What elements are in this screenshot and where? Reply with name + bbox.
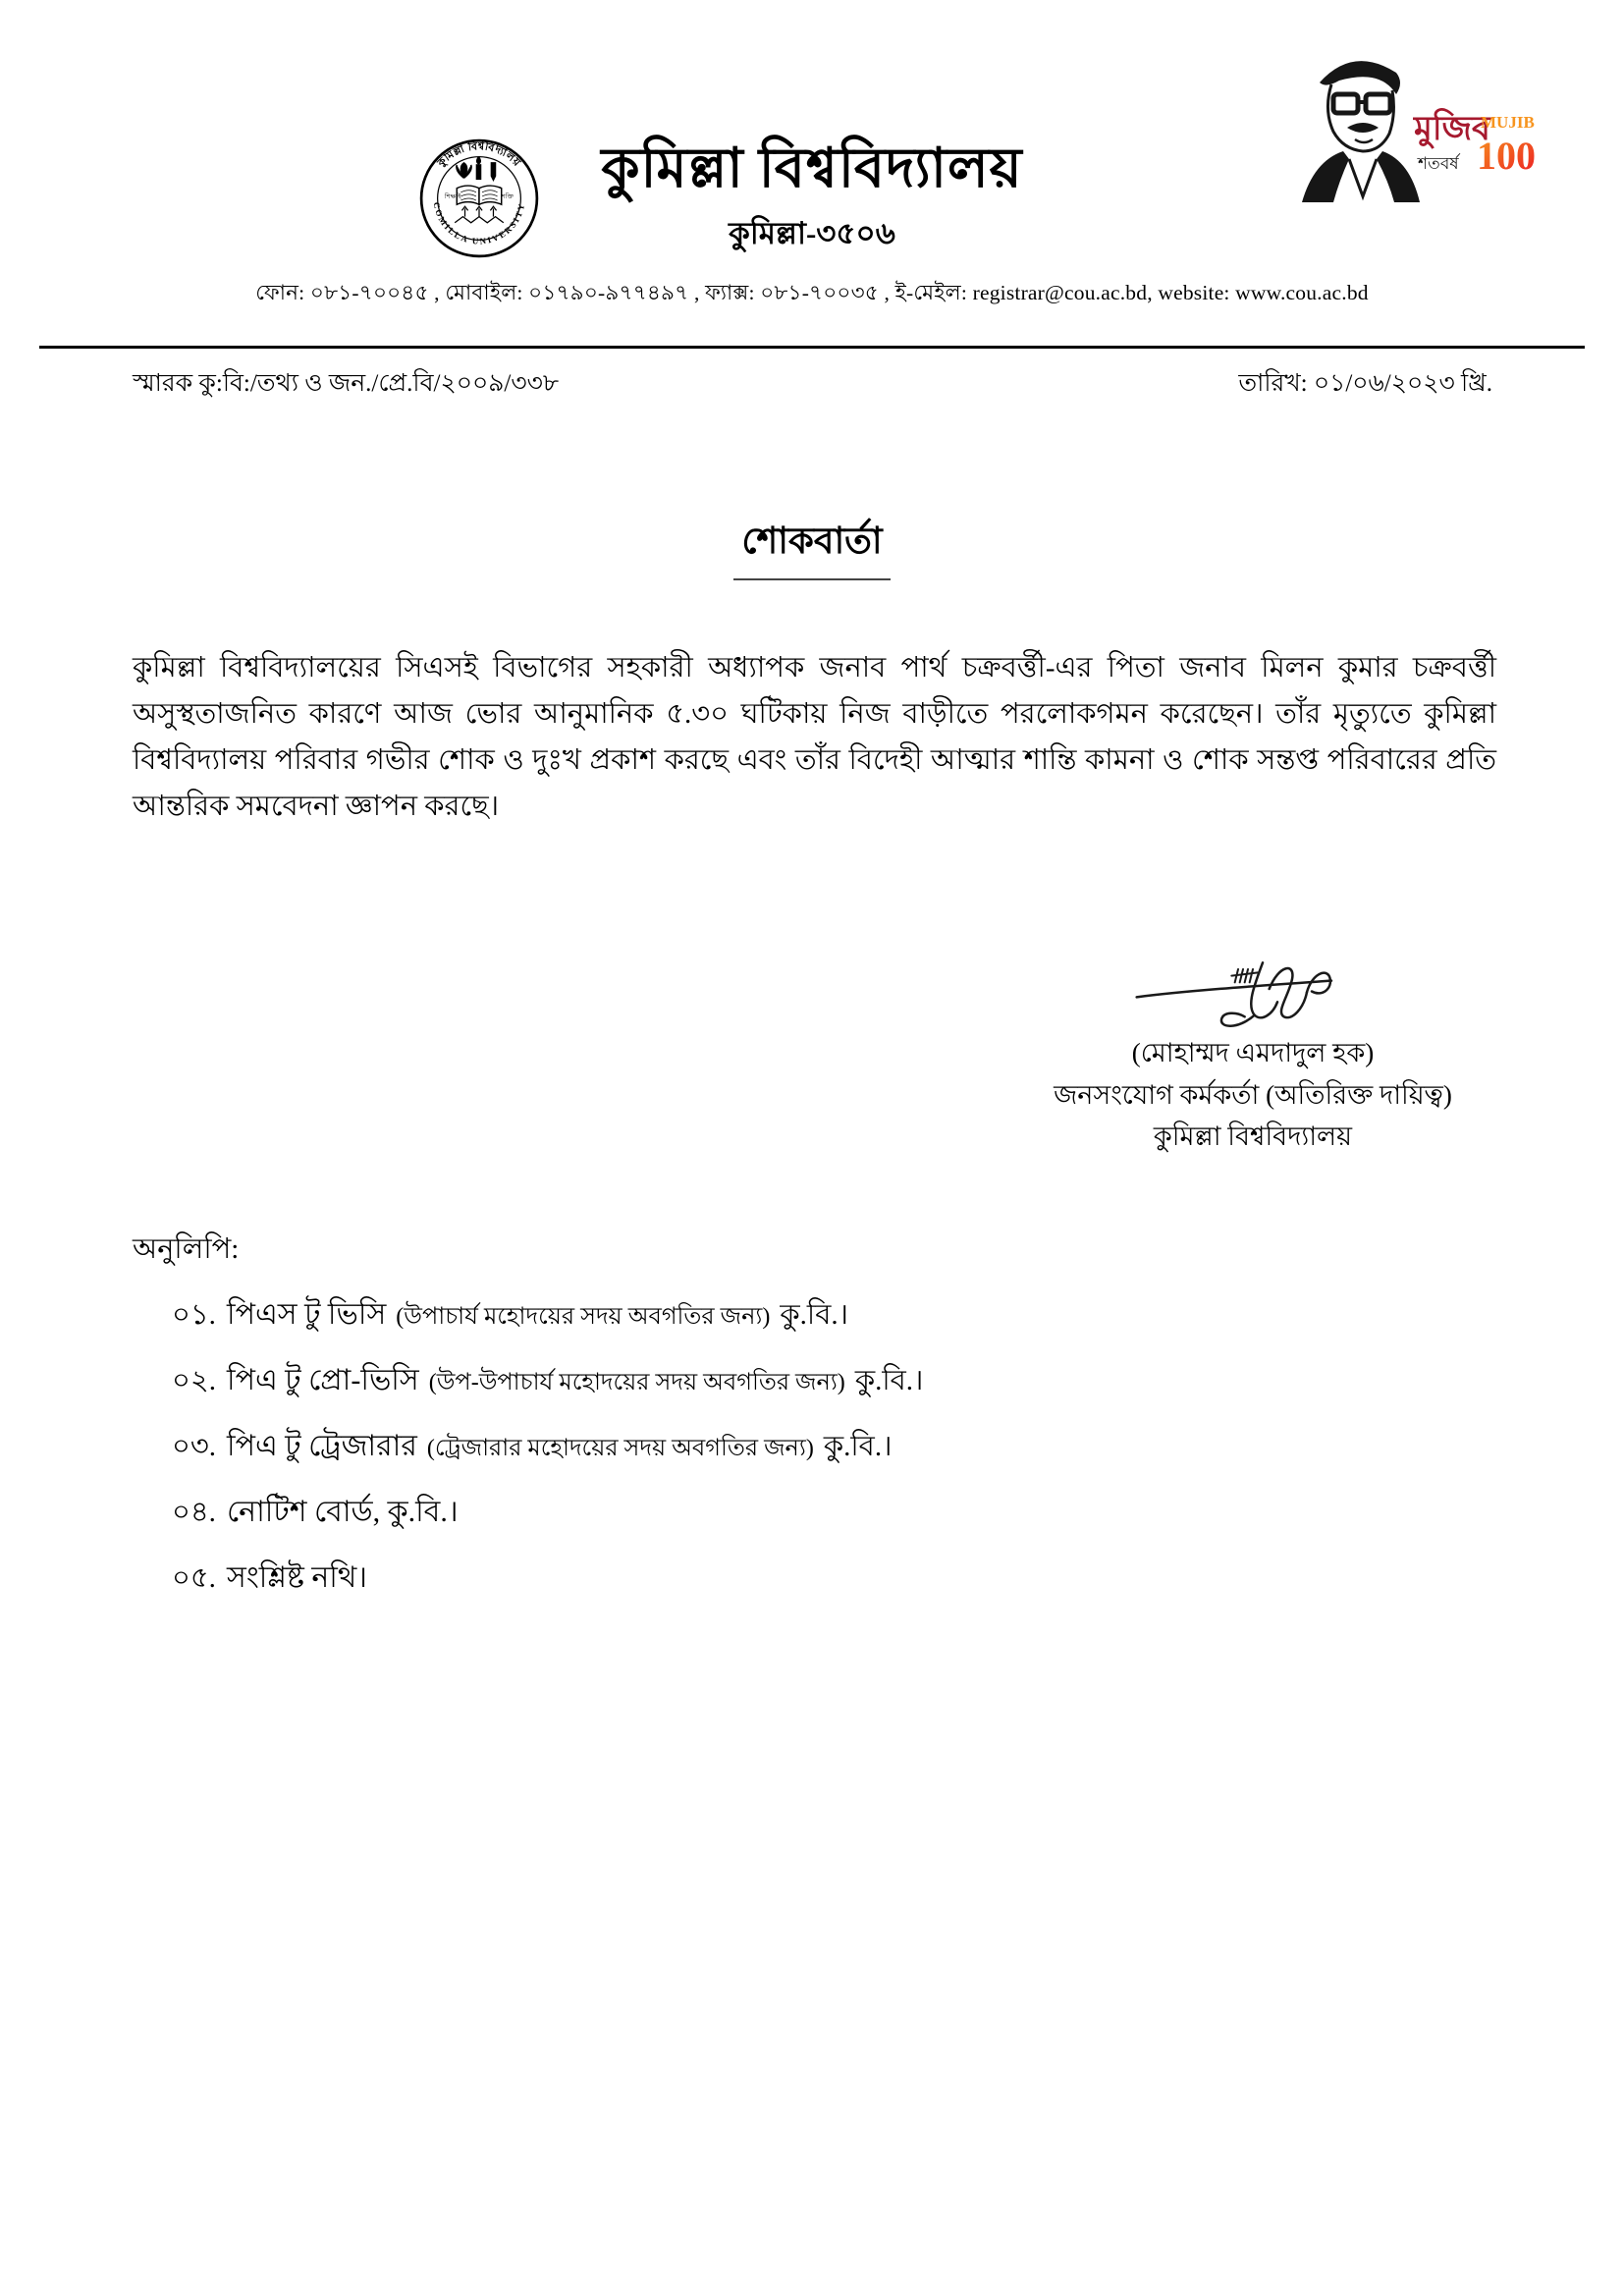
copy-suffix: কু.বি.। [823,1430,893,1462]
signatory-title: জনসংযোগ কর্মকর্তা (অতিরিক্ত দায়িত্ব) [1054,1079,1452,1110]
signature-icon [1106,940,1400,1038]
copy-detail: (ট্রেজারার মহোদয়ের সদয় অবগতির জন্য) [426,1435,814,1461]
copy-number: ০৪. [172,1496,216,1528]
copy-detail: (উপ-উপাচার্য মহোদয়ের সদয় অবগতির জন্য) [428,1369,845,1395]
seal-top-text: কুমিল্লা বিশ্ববিদ্যালয় [435,140,523,170]
seal-motto-right: শক্তি [501,193,514,200]
copy-recipient: নোটিশ বোর্ড, কু.বি.। [227,1495,459,1528]
copy-number: ০৫. [172,1561,216,1594]
copy-recipient: সংশ্লিষ্ট নথি। [227,1560,368,1594]
contact-line: ফোন: ০৮১-৭০০৪৫ , মোবাইল: ০১৭৯০-৯৭৭৪৯৭ , ফ্যাক্স: ০৮১-৭০০৩৫ , ই-মেইল: registrar@cou.ac.bd, website: www.cou.ac.bd [255,280,1369,304]
copy-item [172,1488,1506,1538]
mujib-english-text: MUJIB [1481,113,1535,132]
letter-content [0,359,1624,1604]
university-address: কুমিল্লা-৩৫০৬ [729,215,895,250]
seal-motto-left: শিক্ষাই [444,193,461,200]
seal-bottom-text: COMILLA UNIVERSITY [431,200,527,246]
mujib-shotoborsho-text: শতবর্ষ [1418,154,1459,173]
copies-section [133,1227,1506,1604]
copy-item [172,1356,1506,1406]
copy-number: ০২. [172,1364,216,1396]
mujib-100-text: 100 [1477,134,1536,178]
copy-detail: (উপাচার্য মহোদয়ের সদয় অবগতির জন্য) [396,1303,771,1330]
body-paragraph: কুমিল্লা বিশ্ববিদ্যালয়ের সিএসই বিভাগের সহকারী অধ্যাপক জনাব পার্থ চক্রবর্ত্তী-এর পিতা জনাব মিলন কুমার চক্রবর্ত্তী অসুস্থতাজনিত কারণে আজ ভোর আনুমানিক ৫.৩০ ঘটিকায় নিজ বাড়ীতে পরলোকগমন করেছেন। তাঁর মৃত্যুতে কুমিল্লা বিশ্ববিদ্যালয় পরিবার গভীর শোক ও দুঃখ প্রকাশ করছে এবং তাঁর বিদেহী আত্মার শান্তি কামনা ও শোক সন্তপ্ত পরিবারের প্রতি আন্তরিক সমবেদনা জ্ঞাপন করছে। [133,652,1496,822]
copy-recipient: পিএ টু ট্রেজারার [227,1429,417,1462]
mujib-bengali-text: মুজিব [1414,111,1490,147]
signatory-org: কুমিল্লা বিশ্ববিদ্যালয় [1153,1121,1353,1152]
subject-wrap [0,512,1624,580]
signature-block [998,940,1508,1158]
copy-recipient: পিএস টু ভিসি [227,1297,387,1331]
university-name: কুমিল্লা বিশ্ববিদ্যালয় [601,138,1023,199]
memo-row [0,359,1624,406]
copy-number: ০১. [172,1298,216,1331]
signatory-name: (মোহাম্মদ এমদাদুল হক) [1131,1037,1375,1067]
letterhead [0,139,1624,312]
copy-suffix: কু.বি.। [780,1298,848,1331]
memo-ref: স্মারক কু:বি:/তথ্য ও জন./প্রে.বি/২০০৯/৩৩৮ [133,370,560,397]
copy-item [172,1554,1506,1604]
copy-item [172,1290,1506,1340]
header-divider [39,346,1585,349]
copy-item [172,1422,1506,1472]
copy-suffix: কু.বি.। [854,1364,924,1396]
copies-label: অনুলিপি: [133,1232,240,1265]
memo-date: তারিখ: ০১/০৬/২০২৩ খ্রি. [1238,370,1492,397]
subject-heading: শোকবার্তা [733,512,890,580]
copy-recipient: পিএ টু প্রো-ভিসি [227,1363,419,1396]
copy-list [133,1290,1506,1604]
copy-number: ০৩. [172,1430,216,1462]
